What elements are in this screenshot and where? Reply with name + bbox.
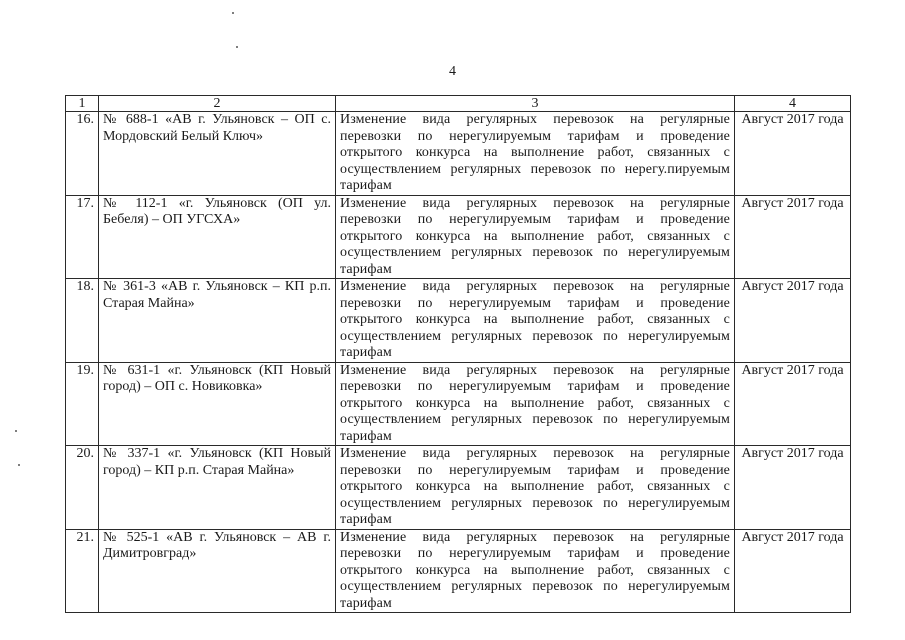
deadline: Август 2017 года xyxy=(735,362,851,446)
routes-table xyxy=(65,95,851,613)
change-description: Изменение вида регулярных перевозок на регулярные перевозки по нерегулируемым тарифам и проведение открытого конкурса на выполнение работ, связанных с осуществлением регулярных перевозок по нерегулируемым тарифам xyxy=(336,195,735,279)
route-name: № 631-1 «г. Ульяновск (КП Новый город) – ОП с. Новиковка» xyxy=(99,362,336,446)
table-header-row xyxy=(66,96,851,112)
deadline: Август 2017 года xyxy=(735,279,851,363)
scan-speck xyxy=(18,464,20,466)
table-row xyxy=(66,529,851,613)
column-header: 1 xyxy=(66,96,99,112)
table-row xyxy=(66,195,851,279)
scan-speck xyxy=(15,430,17,432)
column-header: 4 xyxy=(735,96,851,112)
route-name: № 361-3 «АВ г. Ульяновск – КП р.п. Старая Майна» xyxy=(99,279,336,363)
deadline: Август 2017 года xyxy=(735,446,851,530)
change-description: Изменение вида регулярных перевозок на регулярные перевозки по нерегулируемым тарифам и проведение открытого конкурса на выполнение работ, связанных с осуществлением регулярных перевозок по нерегулируемым тарифам xyxy=(336,279,735,363)
change-description: Изменение вида регулярных перевозок на регулярные перевозки по нерегулируемым тарифам и проведение открытого конкурса на выполнение работ, связанных с осуществлением регулярных перевозок по нерегулируемым тарифам xyxy=(336,529,735,613)
row-number: 16. xyxy=(66,112,99,196)
route-name: № 525-1 «АВ г. Ульяновск – АВ г. Димитровград» xyxy=(99,529,336,613)
table-row xyxy=(66,279,851,363)
change-description: Изменение вида регулярных перевозок на регулярные перевозки по нерегулируемым тарифам и проведение открытого конкурса на выполнение работ, связанных с осуществлением регулярных перевозок по нерегулируемым тарифам xyxy=(336,446,735,530)
row-number: 18. xyxy=(66,279,99,363)
row-number: 20. xyxy=(66,446,99,530)
column-header: 2 xyxy=(99,96,336,112)
scan-speck xyxy=(236,46,238,48)
deadline: Август 2017 года xyxy=(735,195,851,279)
change-description: Изменение вида регулярных перевозок на регулярные перевозки по нерегулируемым тарифам и проведение открытого конкурса на выполнение работ, связанных с осуществлением регулярных перевозок по нерегу.пируемым тарифам xyxy=(336,112,735,196)
route-name: № 337-1 «г. Ульяновск (КП Новый город) – КП р.п. Старая Майна» xyxy=(99,446,336,530)
column-header: 3 xyxy=(336,96,735,112)
row-number: 21. xyxy=(66,529,99,613)
table-row xyxy=(66,362,851,446)
table-row xyxy=(66,446,851,530)
route-name: № 112-1 «г. Ульяновск (ОП ул. Бебеля) – ОП УГСХА» xyxy=(99,195,336,279)
page-number: 4 xyxy=(449,64,456,79)
route-name: № 688-1 «АВ г. Ульяновск – ОП с. Мордовский Белый Ключ» xyxy=(99,112,336,196)
table-row xyxy=(66,112,851,196)
deadline: Август 2017 года xyxy=(735,529,851,613)
scan-speck xyxy=(232,12,234,14)
change-description: Изменение вида регулярных перевозок на регулярные перевозки по нерегулируемым тарифам и проведение открытого конкурса на выполнение работ, связанных с осуществлением регулярных перевозок по нерегулируемым тарифам xyxy=(336,362,735,446)
deadline: Август 2017 года xyxy=(735,112,851,196)
row-number: 17. xyxy=(66,195,99,279)
row-number: 19. xyxy=(66,362,99,446)
